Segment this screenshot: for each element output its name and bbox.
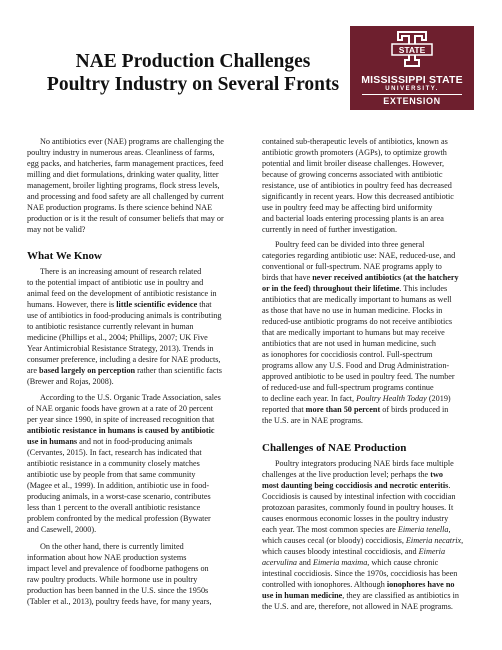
text-line: reduced-use antibiotic programs do not receive antibiotics: [262, 317, 453, 326]
text-line: and Casewell, 2000).: [27, 525, 97, 534]
text-line: reported that more than 50 percent of birds produced in: [262, 405, 449, 414]
text-line: production or is it the result of consumer beliefs that may or: [27, 214, 224, 223]
text-line: Poultry integrators producing NAE birds face multiple: [275, 459, 454, 468]
text-line: which causes bloody intestinal coccidiosis, and Eimeria: [262, 547, 446, 556]
logo-divider: [362, 94, 462, 95]
section-heading-challenges: Challenges of NAE Production: [262, 442, 407, 454]
text-line: (Tabler et al., 2013), poultry feeds have, for many years,: [27, 597, 212, 606]
document-title: [38, 50, 348, 96]
text-line: birds that have never received antibiotics (at the hatchery: [262, 273, 459, 282]
text-line: antibiotics that are medically important to humans as well: [262, 295, 452, 304]
text-line: production has been banned in the U.S. since the 1950s: [27, 586, 209, 595]
text-line: per year since 1990, in spite of increased recognition that: [27, 415, 215, 424]
emblem-text: STATE: [398, 45, 426, 55]
text-line: controlled with ionophores. Although ionophores have no: [262, 580, 455, 589]
text-line: milling and diet formulations, drinking water quality, litter: [27, 170, 219, 179]
text-line: programs allow any U.S. Food and Drug Administration-: [262, 361, 450, 370]
text-line: poultry industry in numerous areas. Cleanliness of farms,: [27, 148, 215, 157]
text-line: significantly in recent years. How this decreased antibiotic: [262, 192, 454, 201]
text-line: NAE production programs. Is there science behind NAE: [27, 203, 213, 212]
text-line: challenges at the live production level; perhaps the two: [262, 470, 443, 479]
text-line: potential and limit broiler disease challenges. However,: [262, 159, 445, 168]
text-line: use in humans and not in food-producing animals: [27, 437, 193, 446]
text-line: medicine (Phillips et al., 2004; Phillips, 2007; UK Five: [27, 333, 208, 342]
text-line: antibiotics that are not used in human medicine, such: [262, 339, 436, 348]
text-line: are based largely on perception rather than scientific facts: [27, 366, 222, 375]
text-line: Coccidiosis is caused by intestinal infection with coccidian: [262, 492, 456, 501]
text-line: antibiotic use by people from that same community: [27, 470, 196, 479]
text-line: to decline each year. In fact, Poultry Health Today (2019): [262, 394, 451, 403]
msu-extension-logo: [350, 26, 474, 110]
msu-emblem-icon: [388, 30, 436, 72]
title-line-2: Poultry Industry on Several Fronts: [46, 74, 340, 95]
text-line: currently in need of further investigation.: [262, 225, 398, 234]
text-line: each year. The most common species are Eimeria tenella,: [262, 525, 451, 534]
text-line: antibiotic resistance in humans is caused by antibiotic: [27, 426, 215, 435]
text-line: of reduced-use and full-spectrum programs continue: [262, 383, 434, 392]
text-line: to the potential impact of antibiotic use in poultry and: [27, 278, 204, 287]
text-line: intestinal coccidiosis. Since the 1970s, coccidiosis has been: [262, 569, 458, 578]
text-line: as those that have no use in human medicine. Flocks in: [262, 306, 443, 315]
logo-name: MISSISSIPPI STATE: [361, 74, 463, 86]
logo-unit: EXTENSION: [383, 96, 441, 106]
text-line: (Cervantes, 2015). In fact, research has indicated that: [27, 448, 202, 457]
text-line: less than 1 percent to the overall antibiotic resistance: [27, 503, 201, 512]
logo-subname: UNIVERSITY.: [385, 86, 439, 92]
text-line: that are medically important to humans but may receive: [262, 328, 445, 337]
text-line: because of growing concerns associated with antibiotic: [262, 170, 443, 179]
text-line: No antibiotics ever (NAE) programs are challenging the: [40, 137, 224, 146]
text-line: or in the feed) throughout their lifetime. This includes: [262, 284, 448, 293]
text-line: conventional or full-spectrum. NAE programs apply to: [262, 262, 442, 271]
text-line: resistance, use of antibiotics in poultry feed has decreased: [262, 181, 452, 190]
text-line: consumer preference, including a desire for NAE products,: [27, 355, 221, 364]
text-line: the U.S. are in NAE programs.: [262, 416, 363, 425]
text-line: categories regarding antibiotic use: NAE, reduced-use, and: [262, 251, 456, 260]
text-line: protozoan parasites, commonly found in poultry houses. It: [262, 503, 454, 512]
section-heading-what-we-know: What We Know: [27, 250, 102, 262]
text-line: producing animals, in a worst-case scenario, contributes: [27, 492, 211, 501]
text-line: use of antibiotics in food-producing animals is contributing: [27, 311, 222, 320]
title-line-1: NAE Production Challenges: [75, 51, 311, 72]
text-line: which causes cecal (or bloody) coccidiosis, Eimeria necatrix,: [262, 536, 464, 545]
text-line: contained sub-therapeutic levels of antibiotics, known as: [262, 137, 448, 146]
text-line: to antibiotic resistance currently relevant in human: [27, 322, 194, 331]
text-line: and processing and food safety are all challenged by current: [27, 192, 224, 201]
text-line: may not be valid?: [27, 225, 86, 234]
text-line: acervulina and Eimeria maxima, which cause chronic: [262, 558, 439, 567]
text-line: use in poultry feed may be affecting bird uniformity: [262, 203, 433, 212]
text-line: causes enormous economic losses in the poultry industry: [262, 514, 449, 523]
text-line: humans. However, there is little scientific evidence that: [27, 300, 212, 309]
text-line: On the other hand, there is currently limited: [40, 542, 184, 551]
text-line: egg packs, and hatcheries, farm management practices, feed: [27, 159, 224, 168]
text-line: (Magee et al., 1999). In addition, antibiotic use in food-: [27, 481, 210, 490]
text-line: According to the U.S. Organic Trade Association, sales: [40, 393, 221, 402]
text-line: raw poultry products. While hormone use in poultry: [27, 575, 198, 584]
text-line: (Brewer and Rojas, 2008).: [27, 377, 114, 386]
text-line: antibiotic resistance in a community closely matches: [27, 459, 200, 468]
text-line: animal feed on the development of antibiotic resistance in: [27, 289, 217, 298]
text-line: of NAE organic foods have grown at a rate of 20 percent: [27, 404, 214, 413]
text-line: Poultry feed can be divided into three general: [275, 240, 425, 249]
text-line: most daunting being coccidiosis and necrotic enteritis.: [262, 481, 451, 490]
text-line: use in human medicine, they are classified as antibiotics in: [262, 591, 459, 600]
text-line: as ionophores for coccidiosis control. Full-spectrum: [262, 350, 433, 359]
text-line: and bacterial loads entering processing plants is an area: [262, 214, 444, 223]
text-line: information about how NAE production systems: [27, 553, 187, 562]
text-line: impact level and prevalence of foodborne pathogens on: [27, 564, 209, 573]
text-line: Year Antimicrobial Resistance Strategy, 2013). Trends in: [27, 344, 214, 353]
text-line: problem confronted by the medical profession (Bywater: [27, 514, 211, 523]
text-line: antibiotic growth promoters (AGPs), to optimize growth: [262, 148, 447, 157]
text-line: the U.S. and are, therefore, not allowed in NAE programs.: [262, 602, 453, 611]
text-line: There is an increasing amount of research related: [40, 267, 202, 276]
text-line: management, broiler lighting programs, flock stress levels,: [27, 181, 220, 190]
text-line: approved antibiotic to be used in poultry feed. The number: [262, 372, 455, 381]
